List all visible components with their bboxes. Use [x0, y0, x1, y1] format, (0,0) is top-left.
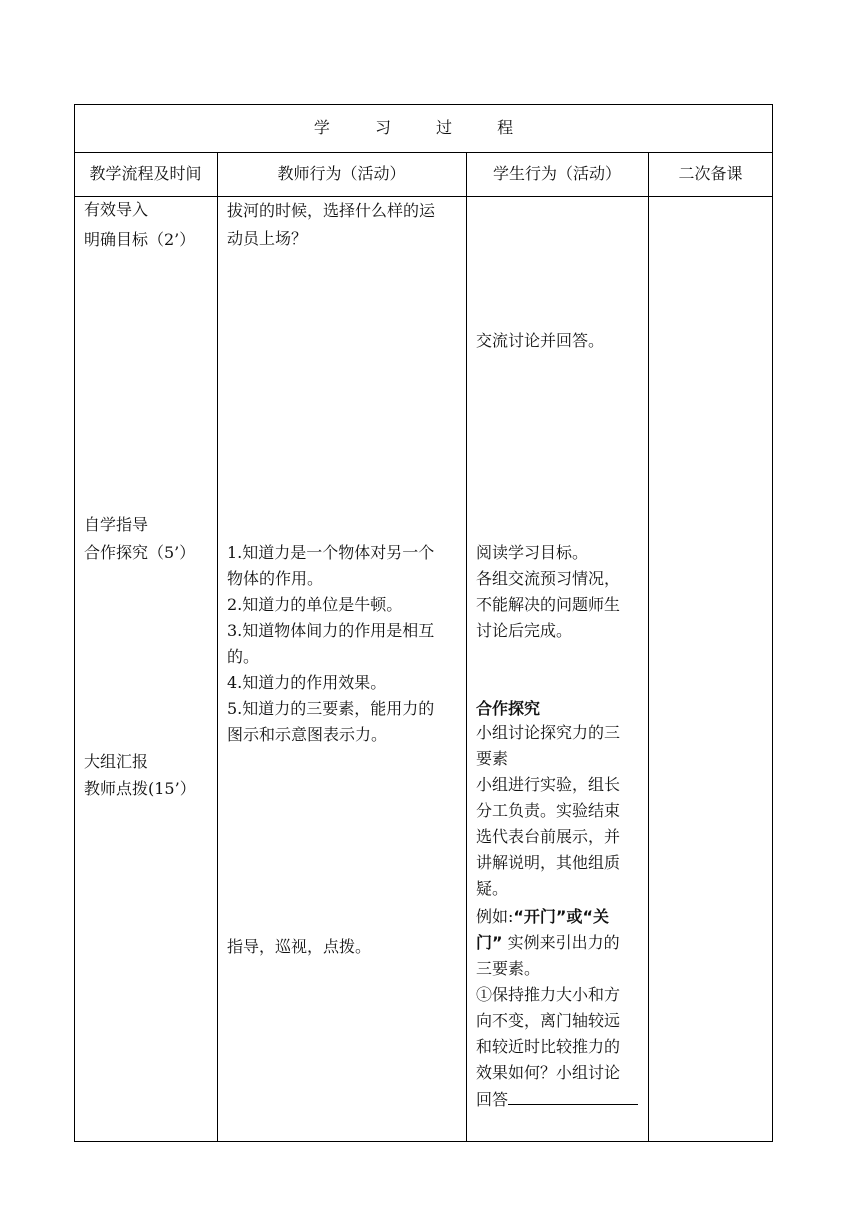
header-student-activity: 学生行为（活动） [492, 164, 621, 183]
coop-line: 小组讨论探究力的三 [476, 723, 621, 742]
row-divider [74, 196, 773, 197]
student-read-line: 阅读学习目标。 [476, 543, 589, 562]
example-line [476, 904, 609, 930]
question-line: 和较近时比较推力的 [476, 1037, 621, 1056]
column-divider [217, 152, 218, 1142]
column-divider [466, 152, 467, 1142]
coop-line: 小组进行实验，组长 [476, 775, 621, 794]
coop-line: 选代表台前展示，并 [476, 827, 621, 846]
example-rest: 实例来引出力的 [507, 933, 620, 952]
coop-heading: 合作探究 [476, 699, 541, 718]
student-read-line: 各组交流预习情况， [476, 569, 621, 588]
example-prefix: 例如: [476, 907, 514, 926]
column-divider [648, 152, 649, 1142]
teacher-intro-line: 拔河的时候，选择什么样的运 [227, 201, 436, 220]
header-teacher-activity: 教师行为（活动） [277, 164, 406, 183]
example-quote: “开门”或“关 [513, 907, 609, 926]
question-line: ①保持推力大小和方 [476, 985, 621, 1004]
example-line [476, 930, 620, 956]
goal-line: 4.知道力的作用效果。 [227, 673, 387, 692]
student-read-line: 讨论后完成。 [476, 621, 573, 640]
answer-label: 回答 [476, 1090, 509, 1109]
goal-line: 5.知道力的三要素，能用力的 [227, 699, 435, 718]
example-quote: 门” [476, 933, 503, 952]
coop-line: 疑。 [476, 879, 509, 898]
goal-line: 2.知道力的单位是牛顿。 [227, 595, 403, 614]
stage-self-study-coop: 合作探究（5’） [84, 543, 196, 562]
stage-intro-goal: 明确目标（2’） [84, 230, 196, 249]
stage-report: 大组汇报 [84, 752, 149, 771]
header-second-prep: 二次备课 [678, 164, 743, 183]
stage-self-study: 自学指导 [84, 515, 149, 534]
coop-line: 要素 [476, 749, 509, 768]
answer-blank[interactable] [508, 1086, 638, 1105]
student-discuss-text: 交流讨论并回答。 [476, 331, 605, 350]
teacher-guide-text: 指导，巡视，点拨。 [227, 937, 372, 956]
question-line: 向不变，离门轴较远 [476, 1011, 621, 1030]
coop-line: 分工负责。实验结束 [476, 801, 621, 820]
table-title: 学 习 过 程 [313, 118, 534, 137]
goal-line: 3.知道物体间力的作用是相互 [227, 621, 435, 640]
answer-line [476, 1086, 638, 1113]
stage-report-guide: 教师点拨(15’） [84, 779, 196, 798]
question-line: 效果如何？小组讨论 [476, 1063, 621, 1082]
example-line: 三要素。 [476, 959, 541, 978]
goal-line: 图示和示意图表示力。 [227, 725, 388, 744]
student-read-line: 不能解决的问题师生 [476, 595, 621, 614]
header-flow-time: 教学流程及时间 [89, 164, 202, 183]
goal-line: 物体的作用。 [227, 569, 324, 588]
stage-intro: 有效导入 [84, 200, 149, 219]
teacher-intro-line: 动员上场？ [227, 229, 308, 248]
goal-line: 的。 [227, 647, 260, 666]
coop-line: 讲解说明，其他组质 [476, 853, 621, 872]
goal-line: 1.知道力是一个物体对另一个 [227, 543, 435, 562]
